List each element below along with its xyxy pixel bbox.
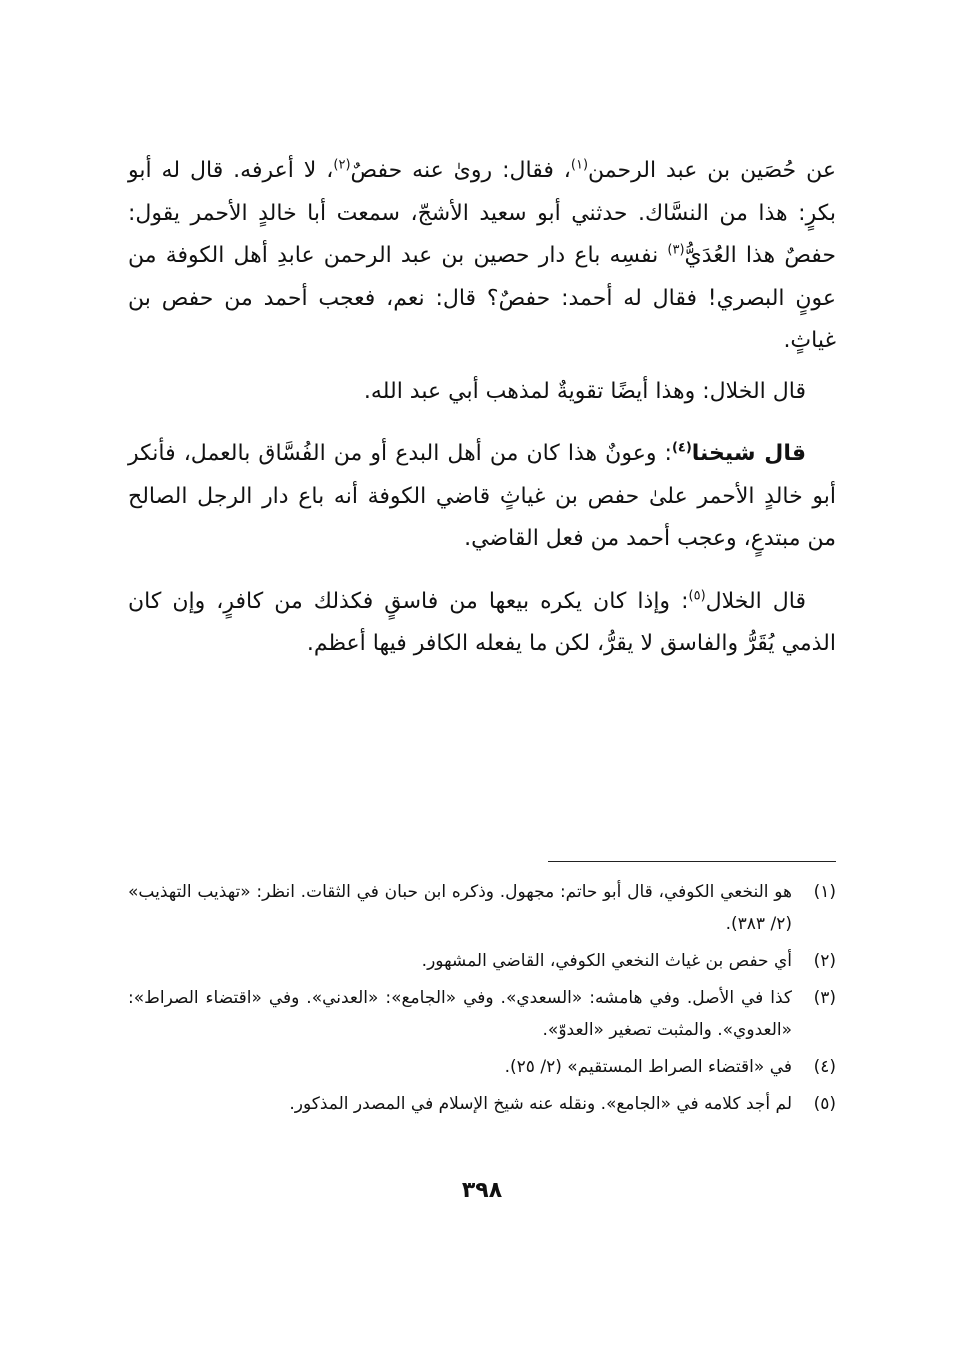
- footnote-text: لم أجد كلامه في «الجامع». ونقله عنه شيخ الإسلام في المصدر المذكور.: [289, 1094, 792, 1114]
- paragraph-4: [128, 581, 836, 666]
- paragraph-4-part-b: : وإذا كان يكره بيعها من فاسقٍ فكذلك من كافرٍ، وإن كان الذمي يُقَرُّ والفاسق لا يقرُّ، لكن ما يفعله الكافر فيها أعظم.: [128, 588, 836, 656]
- footnote-ref-2[interactable]: (٢): [333, 157, 351, 173]
- paragraph-3-text: : وعونٌ هذا كان من أهل البدع أو من الفُسَّاق بالعمل، فأنكر أبو خالدٍ الأحمر علىٰ حفص بن غياثٍ قاضي الكوفة أنه باع دار الرجل الصالح من مبتدعٍ، وعجب أحمد من فعل القاضي.: [128, 441, 836, 551]
- footnote-4: [128, 1051, 836, 1083]
- footnote-number: (٣): [813, 988, 836, 1008]
- footnote-ref-3[interactable]: (٣): [667, 242, 685, 258]
- footnote-number: (١): [813, 882, 836, 902]
- footnote-ref-5[interactable]: (٥): [688, 588, 706, 604]
- paragraph-1-part-c: ، لا أعرفه. قال له أبو بكرٍ: هذا من النسَّاك. حدثني أبو سعيد الأشجّ، سمعت أبا خالدٍ الأحمر يقول: حفصٌ هذا العُدَيُّ: [128, 158, 836, 268]
- footnote-number: (٢): [813, 951, 836, 971]
- footnotes: [128, 876, 836, 1125]
- footnote-ref-4[interactable]: (٤): [671, 440, 692, 456]
- footnote-text: في «اقتضاء الصراط المستقيم» (٢/ ٢٥).: [504, 1057, 792, 1077]
- paragraph-3: [128, 433, 836, 561]
- main-text: [128, 150, 836, 666]
- footnote-number: (٥): [813, 1094, 836, 1114]
- paragraph-1-part-d: نفسِه باع دار حصين بن عبد الرحمن عابدِ أهل الكوفة من عونٍ البصري! فقال له أحمد: حفصٌ؟ قال: نعم، فعجب أحمد من حفص بن غياثٍ.: [128, 243, 836, 353]
- footnote-separator: [548, 861, 836, 862]
- footnote-text: أي حفص بن غياث النخعي الكوفي، القاضي المشهور.: [421, 951, 792, 971]
- paragraph-1: [128, 150, 836, 363]
- footnote-5: [128, 1088, 836, 1120]
- paragraph-2: قال الخلال: وهذا أيضًا تقويةٌ لمذهب أبي عبد الله.: [363, 378, 806, 404]
- footnote-1: [128, 876, 836, 940]
- footnote-2: [128, 945, 836, 977]
- paragraph-3-lead: قال شيخنا: [691, 441, 806, 466]
- footnote-ref-1[interactable]: (١): [570, 157, 589, 173]
- footnote-number: (٤): [813, 1057, 836, 1077]
- footnote-text: هو النخعي الكوفي، قال أبو حاتم: مجهول. وذكره ابن حبان في الثقات. انظر: «تهذيب التهذيب» (٢/ ٣٨٣).: [128, 882, 792, 934]
- paragraph-1-part-a: عن حُصَين بن عبد الرحمن: [588, 158, 836, 183]
- footnote-text: كذا في الأصل. وفي هامشه: «السعدي». وفي «الجامع»: «العدني». وفي «اقتضاء الصراط»: «العدوي». والمثبت تصغير «العدوّ».: [128, 988, 792, 1040]
- footnote-3: [128, 982, 836, 1046]
- paragraph-4-part-a: قال الخلال: [705, 588, 806, 614]
- paragraph-1-part-b: ، فقال: روىٰ عنه حفصٌ: [350, 158, 571, 183]
- page-number: ٣٩٨: [461, 1178, 503, 1203]
